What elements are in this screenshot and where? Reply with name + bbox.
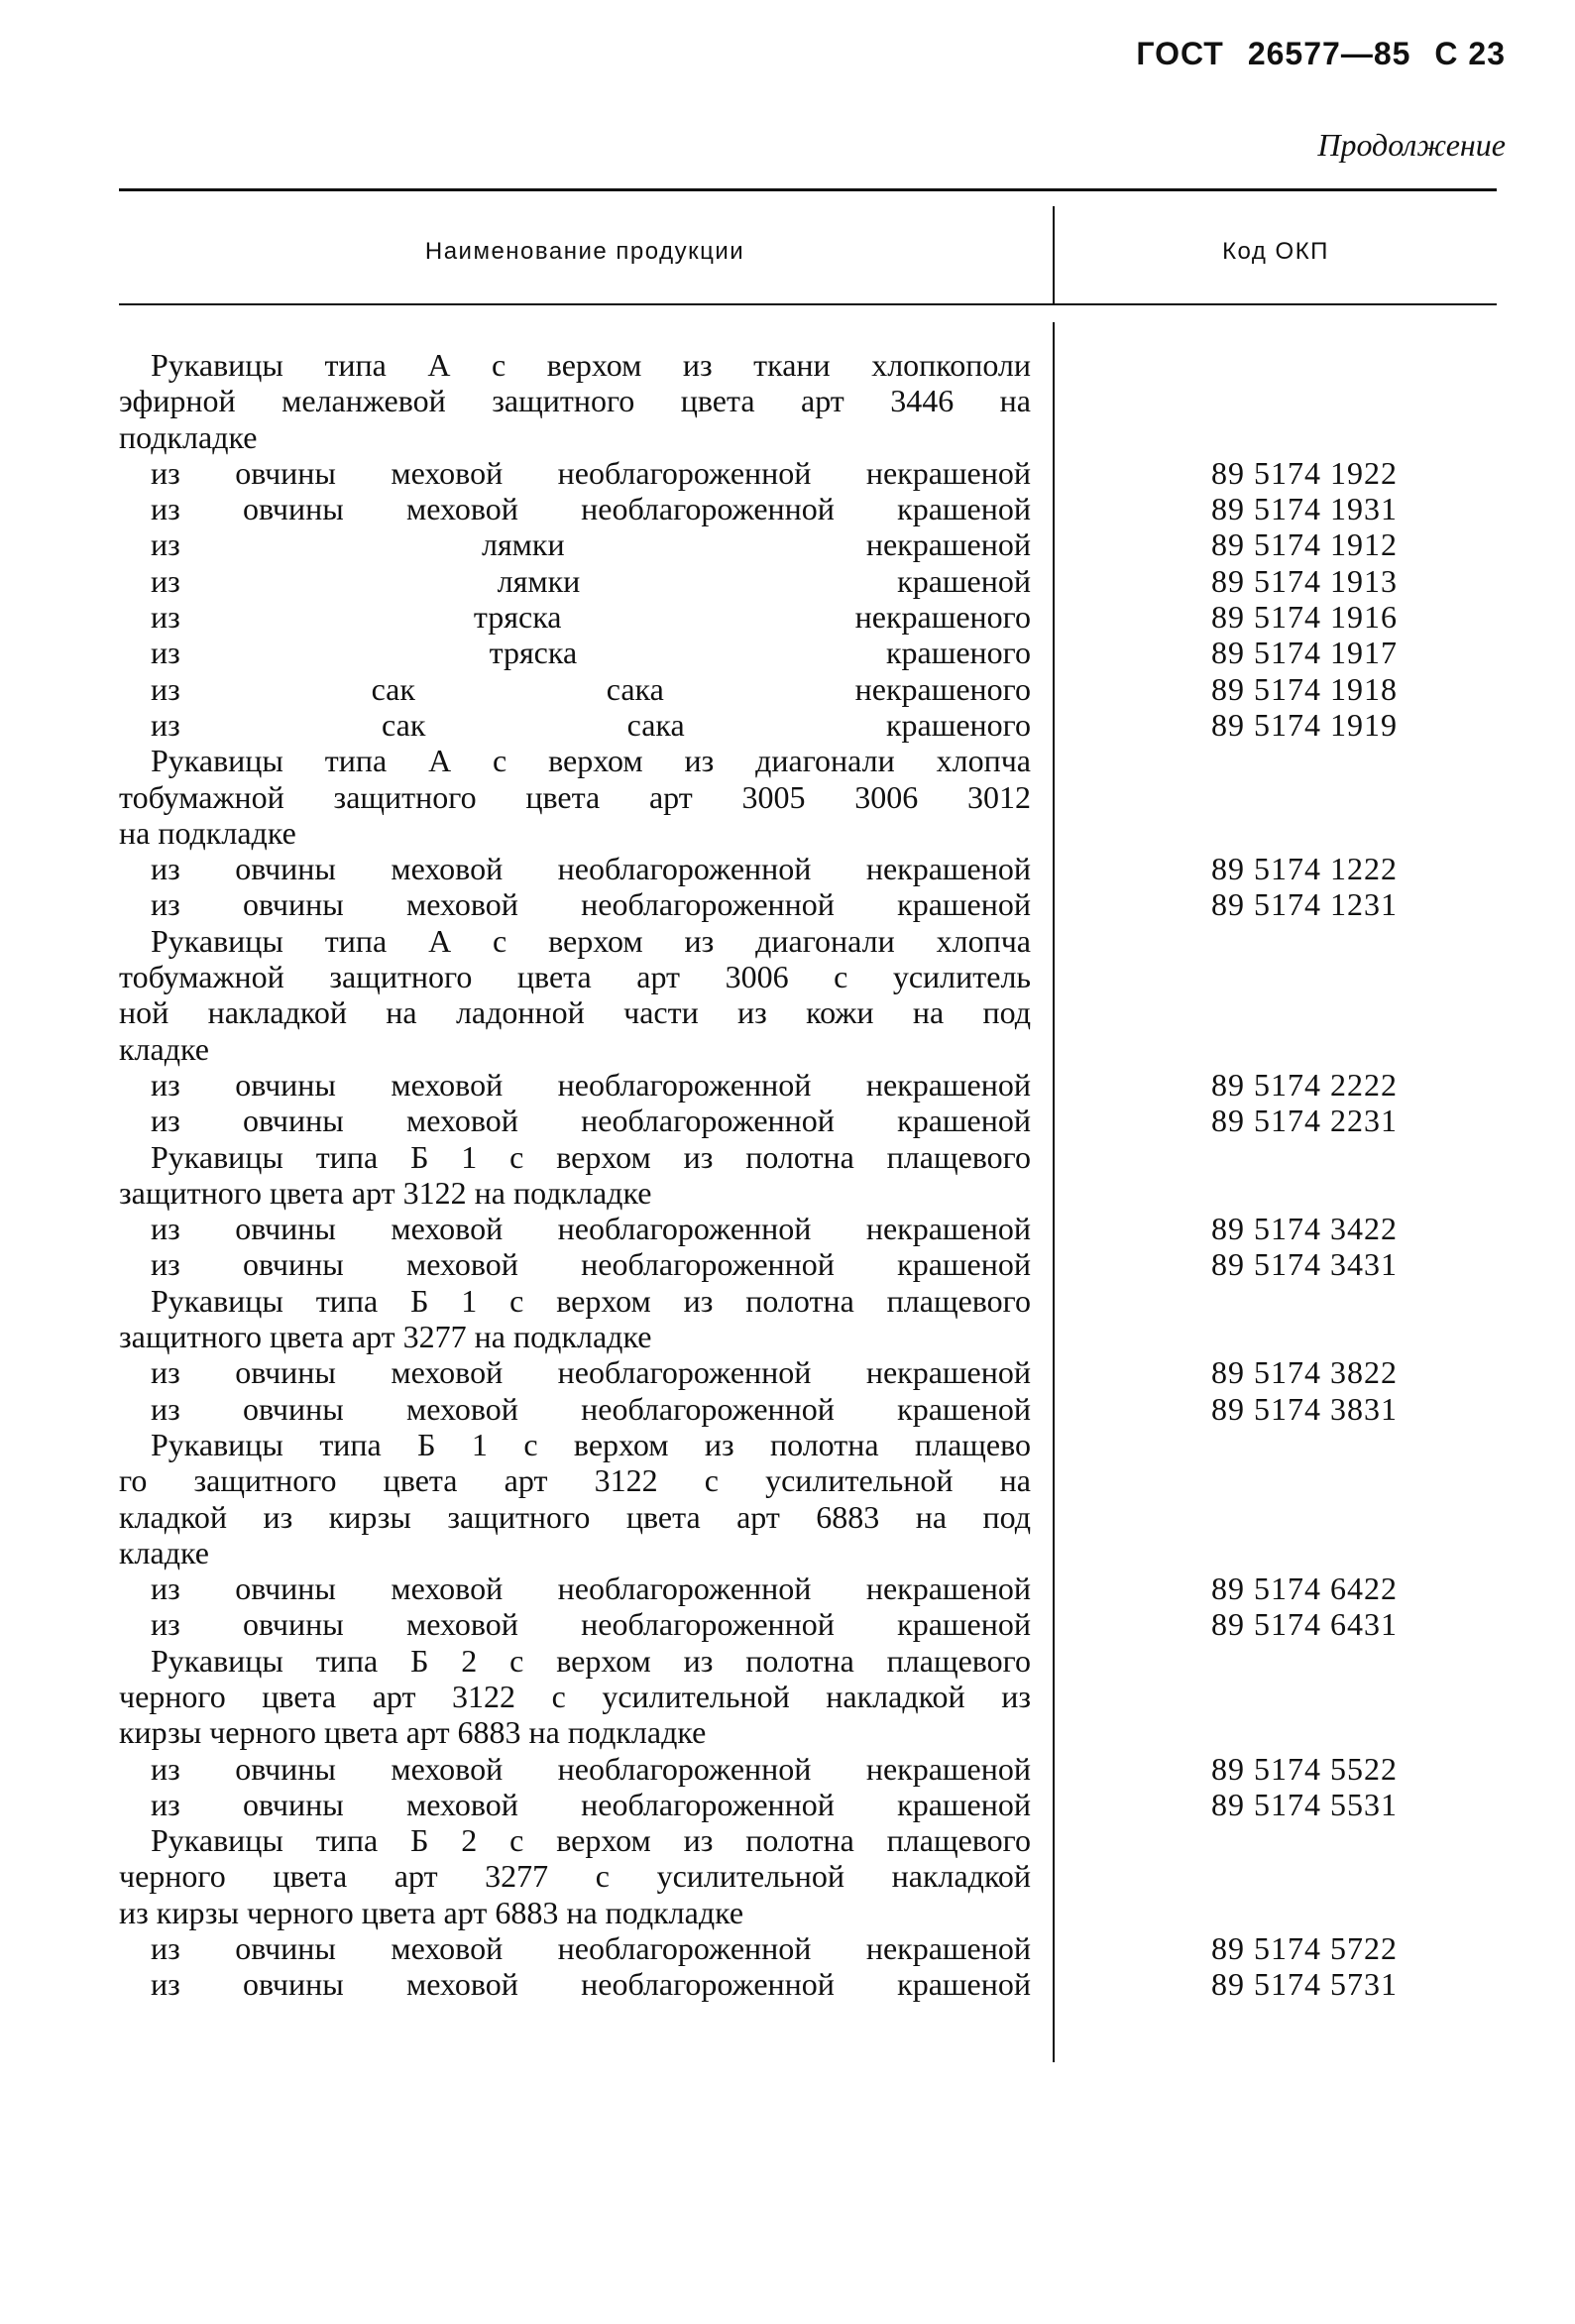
product-name: го защитного цвета арт 3122 с усилительной на bbox=[119, 1462, 1031, 1499]
page-header bbox=[1112, 36, 1506, 72]
product-name: эфирной меланжевой защитного цвета арт 3446 на bbox=[119, 383, 1031, 419]
okp-code: 89 5174 3831 bbox=[1211, 1390, 1398, 1427]
okp-code: 89 5174 3422 bbox=[1211, 1211, 1398, 1247]
group-heading-line bbox=[0, 1895, 1575, 1930]
page-number: С 23 bbox=[1434, 36, 1506, 71]
product-name: из овчины меховой необлагороженной крашеной bbox=[151, 1966, 1031, 2003]
okp-code: 89 5174 5722 bbox=[1211, 1930, 1398, 1967]
product-name: из овчины меховой необлагороженной крашеной bbox=[151, 491, 1031, 527]
product-name: защитного цвета арт 3277 на подкладке bbox=[119, 1319, 652, 1355]
product-name: Рукавицы типа Б 1 с верхом из полотна плащевого bbox=[151, 1138, 1031, 1175]
standard-label: ГОСТ bbox=[1136, 36, 1224, 71]
table-row bbox=[0, 526, 1575, 562]
okp-code: 89 5174 1922 bbox=[1211, 454, 1398, 491]
product-name: из лямки крашеной bbox=[151, 562, 1031, 599]
product-name: из овчины меховой необлагороженной некрашеной bbox=[151, 1750, 1031, 1787]
product-name: тобумажной защитного цвета арт 3005 3006 3012 bbox=[119, 778, 1031, 815]
product-name: Рукавицы типа Б 2 с верхом из полотна плащевого bbox=[151, 1642, 1031, 1679]
group-heading-line bbox=[0, 1462, 1575, 1498]
group-heading-line bbox=[0, 1319, 1575, 1354]
table-row bbox=[0, 851, 1575, 886]
product-name: черного цвета арт 3277 с усилительной накладкой bbox=[119, 1858, 1031, 1895]
table-row bbox=[0, 886, 1575, 922]
group-heading-line bbox=[0, 1714, 1575, 1750]
table-row bbox=[0, 491, 1575, 526]
okp-code: 89 5174 1231 bbox=[1211, 886, 1398, 923]
product-name: Рукавицы типа А с верхом из диагонали хлопча bbox=[151, 743, 1031, 779]
product-name: защитного цвета арт 3122 на подкладке bbox=[119, 1174, 652, 1211]
product-name: Рукавицы типа Б 1 с верхом из полотна плащево bbox=[151, 1426, 1031, 1462]
group-heading-line bbox=[0, 779, 1575, 815]
product-name: из овчины меховой необлагороженной некрашеной bbox=[151, 1570, 1031, 1607]
okp-code: 89 5174 1919 bbox=[1211, 706, 1398, 743]
table-row bbox=[0, 455, 1575, 491]
group-heading-line bbox=[0, 815, 1575, 851]
product-name: из овчины меховой необлагороженной крашеной bbox=[151, 1606, 1031, 1643]
table-row bbox=[0, 1606, 1575, 1642]
table-row bbox=[0, 1211, 1575, 1246]
group-heading-line bbox=[0, 1139, 1575, 1175]
product-name: из овчины меховой необлагороженной некрашеной bbox=[151, 1066, 1031, 1103]
table-row bbox=[0, 1354, 1575, 1390]
okp-code: 89 5174 5731 bbox=[1211, 1966, 1398, 2003]
table-row bbox=[0, 1966, 1575, 2002]
product-name: Рукавицы типа Б 2 с верхом из полотна плащевого bbox=[151, 1822, 1031, 1859]
okp-code: 89 5174 1913 bbox=[1211, 562, 1398, 599]
okp-code: 89 5174 1918 bbox=[1211, 670, 1398, 707]
product-name: из кирзы черного цвета арт 6883 на подкладке bbox=[119, 1894, 744, 1930]
product-name: из тряска некрашеного bbox=[151, 599, 1031, 636]
group-heading-line bbox=[0, 959, 1575, 994]
okp-code: 89 5174 1222 bbox=[1211, 851, 1398, 887]
product-name: из сак сака крашеного bbox=[151, 706, 1031, 743]
product-name: из овчины меховой необлагороженной некрашеной bbox=[151, 1211, 1031, 1247]
column-header-product: Наименование продукции bbox=[424, 238, 745, 265]
product-name: из овчины меховой необлагороженной крашеной bbox=[151, 1786, 1031, 1822]
product-name: черного цвета арт 3122 с усилительной накладкой из bbox=[119, 1678, 1031, 1714]
okp-code: 89 5174 2222 bbox=[1211, 1066, 1398, 1103]
table-body bbox=[0, 347, 1575, 2003]
okp-code: 89 5174 2231 bbox=[1211, 1103, 1398, 1139]
product-name: из овчины меховой необлагороженной крашеной bbox=[151, 1103, 1031, 1139]
table-row bbox=[0, 1103, 1575, 1138]
column-header-okp-code: Код ОКП bbox=[1222, 238, 1329, 265]
product-name: из овчины меховой необлагороженной крашеной bbox=[151, 886, 1031, 923]
product-name: из тряска крашеного bbox=[151, 635, 1031, 671]
standard-number: 26577—85 bbox=[1247, 36, 1411, 71]
table-row bbox=[0, 1391, 1575, 1427]
product-name: ной накладкой на ладонной части из кожи на под bbox=[119, 994, 1031, 1031]
table-row bbox=[0, 563, 1575, 599]
group-heading-line bbox=[0, 1499, 1575, 1535]
okp-code: 89 5174 6431 bbox=[1211, 1606, 1398, 1643]
table-row bbox=[0, 671, 1575, 707]
product-name: из сак сака некрашеного bbox=[151, 670, 1031, 707]
product-name: из овчины меховой необлагороженной некрашеной bbox=[151, 1930, 1031, 1967]
okp-code: 89 5174 1912 bbox=[1211, 526, 1398, 563]
okp-code: 89 5174 5531 bbox=[1211, 1786, 1398, 1822]
table-top-rule bbox=[119, 188, 1497, 191]
okp-code: 89 5174 1917 bbox=[1211, 635, 1398, 671]
group-heading-line bbox=[0, 1031, 1575, 1067]
continuation-label: Продолжение bbox=[1317, 127, 1506, 163]
product-name: кладке bbox=[119, 1534, 209, 1570]
okp-code: 89 5174 6422 bbox=[1211, 1570, 1398, 1607]
table-header-rule bbox=[119, 303, 1497, 305]
group-heading-line bbox=[0, 419, 1575, 455]
product-name: Рукавицы типа А с верхом из диагонали хлопча bbox=[151, 922, 1031, 959]
group-heading-line bbox=[0, 1643, 1575, 1679]
group-heading-line bbox=[0, 923, 1575, 959]
okp-code: 89 5174 1931 bbox=[1211, 491, 1398, 527]
table-row bbox=[0, 635, 1575, 670]
okp-code: 89 5174 3431 bbox=[1211, 1246, 1398, 1283]
table-row bbox=[0, 1930, 1575, 1966]
table-row bbox=[0, 1787, 1575, 1822]
product-name: из лямки некрашеной bbox=[151, 526, 1031, 563]
group-heading-line bbox=[0, 383, 1575, 418]
table-row bbox=[0, 1570, 1575, 1606]
product-name: кладке bbox=[119, 1030, 209, 1067]
group-heading-line bbox=[0, 347, 1575, 383]
product-name: из овчины меховой необлагороженной некрашеной bbox=[151, 851, 1031, 887]
group-heading-line bbox=[0, 1679, 1575, 1714]
group-heading-line bbox=[0, 994, 1575, 1030]
table-row bbox=[0, 1067, 1575, 1103]
product-name: подкладке bbox=[119, 418, 258, 455]
okp-code: 89 5174 5522 bbox=[1211, 1750, 1398, 1787]
product-name: кирзы черного цвета арт 6883 на подкладке bbox=[119, 1714, 707, 1751]
group-heading-line bbox=[0, 1822, 1575, 1858]
group-heading-line bbox=[0, 1427, 1575, 1462]
okp-code: 89 5174 1916 bbox=[1211, 599, 1398, 636]
product-name: из овчины меховой необлагороженной крашеной bbox=[151, 1246, 1031, 1283]
product-name: на подкладке bbox=[119, 814, 296, 851]
group-heading-line bbox=[0, 1283, 1575, 1319]
product-name: из овчины меховой необлагороженной некрашеной bbox=[151, 454, 1031, 491]
product-name: из овчины меховой необлагороженной крашеной bbox=[151, 1390, 1031, 1427]
product-name: кладкой из кирзы защитного цвета арт 6883 на под bbox=[119, 1498, 1031, 1535]
product-name: Рукавицы типа А с верхом из ткани хлопкополи bbox=[151, 347, 1031, 383]
okp-code: 89 5174 3822 bbox=[1211, 1354, 1398, 1391]
table-row bbox=[0, 707, 1575, 743]
table-row bbox=[0, 599, 1575, 635]
group-heading-line bbox=[0, 1535, 1575, 1570]
product-name: тобумажной защитного цвета арт 3006 с усилитель bbox=[119, 959, 1031, 995]
table-row bbox=[0, 1751, 1575, 1787]
group-heading-line bbox=[0, 743, 1575, 778]
group-heading-line bbox=[0, 1175, 1575, 1211]
product-name: Рукавицы типа Б 1 с верхом из полотна плащевого bbox=[151, 1282, 1031, 1319]
group-heading-line bbox=[0, 1858, 1575, 1894]
table-row bbox=[0, 1246, 1575, 1282]
product-name: из овчины меховой необлагороженной некрашеной bbox=[151, 1354, 1031, 1391]
